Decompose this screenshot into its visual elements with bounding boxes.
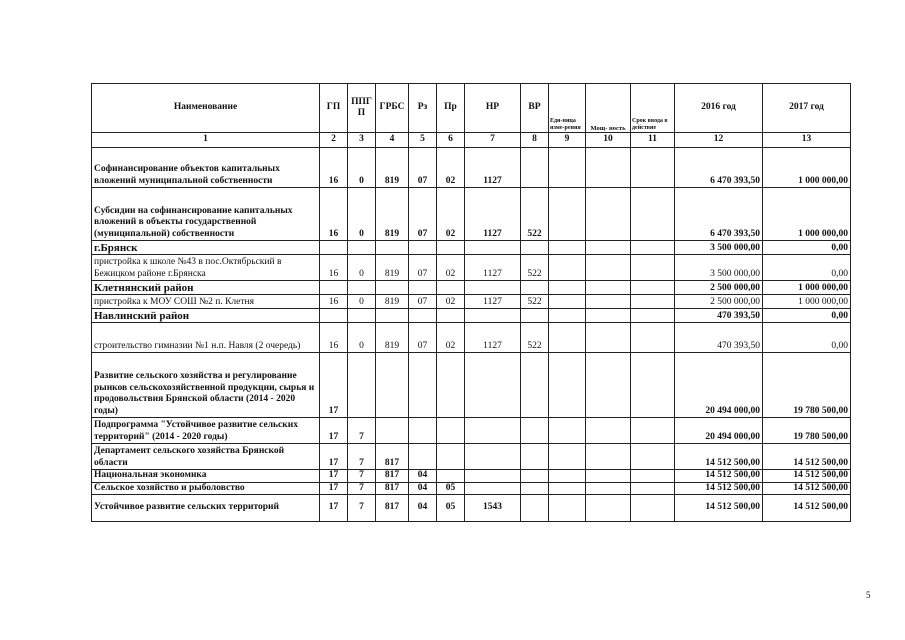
cell-grbs: 817: [376, 470, 409, 483]
row-name: Сельское хозяйство и рыболовство: [92, 482, 320, 495]
cell-vr: [521, 482, 549, 495]
cell-power: [586, 470, 631, 483]
cell-gp: 16: [320, 323, 348, 353]
header-name: Наименование: [92, 84, 320, 133]
cell-gp: 17: [320, 444, 348, 470]
header-gp: ГП: [320, 84, 348, 133]
cell-rz: 04: [409, 495, 437, 522]
cell-pr: 05: [437, 482, 465, 495]
cell-unit: [549, 482, 586, 495]
header-2017: 2017 год: [763, 84, 851, 133]
cell-nr: 1127: [465, 188, 521, 241]
cell-deadline: [631, 482, 675, 495]
row-name: Национальная экономика: [92, 470, 320, 483]
cell-unit: [549, 444, 586, 470]
page-number: 5: [866, 590, 871, 600]
cell-gp: 16: [320, 148, 348, 188]
cell-pr: 02: [437, 148, 465, 188]
cell-grbs: 819: [376, 188, 409, 241]
cell-ppgp: [348, 281, 376, 295]
cell-2017: 14 512 500,00: [763, 470, 851, 483]
cell-2016: 2 500 000,00: [675, 295, 763, 309]
cell-rz: [409, 418, 437, 444]
cell-rz: 04: [409, 482, 437, 495]
header-ppgp-bottom: П: [357, 108, 366, 118]
table-row: [92, 255, 851, 281]
cell-2016: 14 512 500,00: [675, 470, 763, 483]
cell-nr: [465, 353, 521, 418]
column-number: 9: [549, 133, 586, 148]
cell-2016: 20 494 000,00: [675, 418, 763, 444]
cell-ppgp: [348, 353, 376, 418]
header-row: [92, 84, 851, 133]
cell-nr: [465, 309, 521, 323]
header-pr: Пр: [437, 84, 465, 133]
cell-power: [586, 418, 631, 444]
cell-deadline: [631, 148, 675, 188]
cell-deadline: [631, 470, 675, 483]
cell-deadline: [631, 281, 675, 295]
cell-deadline: [631, 241, 675, 255]
cell-pr: 02: [437, 255, 465, 281]
cell-unit: [549, 353, 586, 418]
cell-rz: 04: [409, 470, 437, 483]
header-grbs: ГРБС: [376, 84, 409, 133]
cell-2016: 470 393,50: [675, 323, 763, 353]
cell-nr: [465, 241, 521, 255]
column-number: 4: [376, 133, 409, 148]
cell-grbs: [376, 309, 409, 323]
row-name: г.Брянск: [92, 241, 320, 255]
header-ppgp-top: ППГ: [351, 96, 372, 107]
cell-rz: [409, 241, 437, 255]
cell-pr: 02: [437, 188, 465, 241]
cell-ppgp: 0: [348, 148, 376, 188]
cell-2017: 1 000 000,00: [763, 188, 851, 241]
cell-gp: [320, 309, 348, 323]
cell-gp: 17: [320, 495, 348, 522]
cell-rz: [409, 281, 437, 295]
cell-2017: 0,00: [763, 255, 851, 281]
cell-grbs: [376, 418, 409, 444]
cell-deadline: [631, 444, 675, 470]
header-unit: Еди-ница изме-рения: [549, 84, 586, 133]
cell-rz: 07: [409, 188, 437, 241]
cell-grbs: 817: [376, 495, 409, 522]
cell-ppgp: 0: [348, 188, 376, 241]
cell-deadline: [631, 323, 675, 353]
cell-deadline: [631, 188, 675, 241]
cell-unit: [549, 418, 586, 444]
table-row: [92, 281, 851, 295]
cell-deadline: [631, 255, 675, 281]
header-ppgp: [348, 84, 376, 133]
cell-grbs: 817: [376, 482, 409, 495]
cell-2017: 14 512 500,00: [763, 495, 851, 522]
header-nr: НР: [465, 84, 521, 133]
cell-pr: [437, 353, 465, 418]
cell-power: [586, 148, 631, 188]
cell-power: [586, 495, 631, 522]
cell-power: [586, 241, 631, 255]
cell-2017: 14 512 500,00: [763, 444, 851, 470]
cell-gp: 16: [320, 188, 348, 241]
cell-nr: 1127: [465, 295, 521, 309]
cell-power: [586, 309, 631, 323]
cell-vr: [521, 353, 549, 418]
cell-rz: 07: [409, 323, 437, 353]
row-name: Субсидии на софинансирование капитальных вложений в объекты государственной (муниципальной) собственности: [92, 188, 320, 241]
cell-nr: [465, 470, 521, 483]
column-number: 2: [320, 133, 348, 148]
cell-2017: 19 780 500,00: [763, 418, 851, 444]
table-row: [92, 241, 851, 255]
cell-power: [586, 353, 631, 418]
cell-unit: [549, 281, 586, 295]
cell-pr: [437, 309, 465, 323]
table-row: [92, 444, 851, 470]
cell-nr: 1127: [465, 148, 521, 188]
cell-nr: 1127: [465, 323, 521, 353]
table-row: [92, 482, 851, 495]
cell-vr: [521, 418, 549, 444]
cell-pr: [437, 241, 465, 255]
cell-grbs: 819: [376, 295, 409, 309]
cell-vr: [521, 495, 549, 522]
cell-nr: 1127: [465, 255, 521, 281]
cell-gp: 17: [320, 353, 348, 418]
table-row: [92, 148, 851, 188]
cell-rz: [409, 309, 437, 323]
cell-2016: 20 494 000,00: [675, 353, 763, 418]
cell-unit: [549, 309, 586, 323]
cell-pr: 02: [437, 323, 465, 353]
cell-2016: 3 500 000,00: [675, 255, 763, 281]
row-name: Развитие сельского хозяйства и регулирование рынков сельскохозяйственной продукции, сырья и продовольствия Брянской области (2014 - 2020 годы): [92, 353, 320, 418]
cell-2017: 1 000 000,00: [763, 148, 851, 188]
cell-vr: 522: [521, 323, 549, 353]
row-name: Департамент сельского хозяйства Брянской области: [92, 444, 320, 470]
cell-pr: [437, 418, 465, 444]
cell-2017: 1 000 000,00: [763, 281, 851, 295]
cell-deadline: [631, 309, 675, 323]
cell-gp: 17: [320, 470, 348, 483]
row-name: Клетнянский район: [92, 281, 320, 295]
row-name: пристройка к школе №43 в пос.Октябрьский в Бежицком районе г.Брянска: [92, 255, 320, 281]
table-row: [92, 353, 851, 418]
column-number: 6: [437, 133, 465, 148]
cell-ppgp: 7: [348, 418, 376, 444]
cell-grbs: 819: [376, 255, 409, 281]
table-row: [92, 295, 851, 309]
header-rz: Рз: [409, 84, 437, 133]
cell-unit: [549, 255, 586, 281]
cell-ppgp: [348, 241, 376, 255]
cell-rz: 07: [409, 148, 437, 188]
column-number: 7: [465, 133, 521, 148]
cell-gp: [320, 241, 348, 255]
cell-rz: 07: [409, 255, 437, 281]
cell-2016: 14 512 500,00: [675, 495, 763, 522]
cell-2017: 14 512 500,00: [763, 482, 851, 495]
cell-rz: [409, 444, 437, 470]
table-row: [92, 495, 851, 522]
header-vr: ВР: [521, 84, 549, 133]
cell-gp: 16: [320, 255, 348, 281]
table-row: [92, 309, 851, 323]
cell-power: [586, 188, 631, 241]
column-number: 1: [92, 133, 320, 148]
cell-2017: 19 780 500,00: [763, 353, 851, 418]
cell-2016: 3 500 000,00: [675, 241, 763, 255]
cell-vr: [521, 444, 549, 470]
cell-unit: [549, 495, 586, 522]
cell-grbs: 817: [376, 444, 409, 470]
column-number: 8: [521, 133, 549, 148]
row-name: Софинансирование объектов капитальных вложений муниципальной собственности: [92, 148, 320, 188]
cell-unit: [549, 295, 586, 309]
row-name: пристройка к МОУ СОШ №2 п. Клетня: [92, 295, 320, 309]
column-number: 10: [586, 133, 631, 148]
cell-2016: 6 470 393,50: [675, 148, 763, 188]
cell-vr: [521, 281, 549, 295]
cell-nr: [465, 444, 521, 470]
row-name: Подпрограмма "Устойчивое развитие сельских территорий" (2014 - 2020 годы): [92, 418, 320, 444]
cell-2016: 470 393,50: [675, 309, 763, 323]
cell-pr: [437, 444, 465, 470]
cell-ppgp: [348, 309, 376, 323]
cell-deadline: [631, 495, 675, 522]
cell-vr: [521, 241, 549, 255]
cell-unit: [549, 188, 586, 241]
row-name: Устойчивое развитие сельских территорий: [92, 495, 320, 522]
cell-grbs: [376, 281, 409, 295]
cell-vr: 522: [521, 188, 549, 241]
header-deadline: Срок ввода в действие: [631, 84, 675, 133]
column-number: 11: [631, 133, 675, 148]
cell-2017: 0,00: [763, 309, 851, 323]
cell-nr: 1543: [465, 495, 521, 522]
cell-2017: 0,00: [763, 323, 851, 353]
cell-unit: [549, 241, 586, 255]
header-2016: 2016 год: [675, 84, 763, 133]
cell-ppgp: 0: [348, 323, 376, 353]
cell-nr: [465, 281, 521, 295]
cell-power: [586, 281, 631, 295]
cell-vr: [521, 309, 549, 323]
cell-vr: 522: [521, 255, 549, 281]
cell-power: [586, 323, 631, 353]
cell-ppgp: 0: [348, 295, 376, 309]
table-row: [92, 418, 851, 444]
cell-ppgp: 7: [348, 495, 376, 522]
cell-power: [586, 482, 631, 495]
cell-pr: 05: [437, 495, 465, 522]
table-row: [92, 323, 851, 353]
cell-unit: [549, 323, 586, 353]
cell-2017: 0,00: [763, 241, 851, 255]
budget-table: [91, 83, 851, 522]
cell-pr: [437, 281, 465, 295]
cell-2016: 14 512 500,00: [675, 444, 763, 470]
cell-grbs: 819: [376, 148, 409, 188]
column-number: 5: [409, 133, 437, 148]
cell-grbs: 819: [376, 323, 409, 353]
table-row: [92, 470, 851, 483]
cell-power: [586, 255, 631, 281]
cell-pr: [437, 470, 465, 483]
cell-power: [586, 295, 631, 309]
cell-rz: [409, 353, 437, 418]
cell-gp: 17: [320, 418, 348, 444]
table-row: [92, 188, 851, 241]
cell-ppgp: 7: [348, 470, 376, 483]
cell-unit: [549, 148, 586, 188]
cell-unit: [549, 470, 586, 483]
cell-nr: [465, 482, 521, 495]
cell-gp: 17: [320, 482, 348, 495]
header-power: Мощ- ность: [586, 84, 631, 133]
row-name: строительство гимназии №1 н.п. Навля (2 очередь): [92, 323, 320, 353]
cell-ppgp: 0: [348, 255, 376, 281]
column-number: 3: [348, 133, 376, 148]
cell-2017: 1 000 000,00: [763, 295, 851, 309]
cell-gp: 16: [320, 295, 348, 309]
column-number: 13: [763, 133, 851, 148]
column-number-row: [92, 133, 851, 148]
cell-power: [586, 444, 631, 470]
row-name: Навлинский район: [92, 309, 320, 323]
cell-2016: 6 470 393,50: [675, 188, 763, 241]
column-number: 12: [675, 133, 763, 148]
cell-grbs: [376, 241, 409, 255]
cell-gp: [320, 281, 348, 295]
cell-ppgp: 7: [348, 444, 376, 470]
cell-vr: [521, 148, 549, 188]
cell-nr: [465, 418, 521, 444]
cell-deadline: [631, 295, 675, 309]
cell-deadline: [631, 418, 675, 444]
cell-rz: 07: [409, 295, 437, 309]
cell-vr: [521, 470, 549, 483]
cell-grbs: [376, 353, 409, 418]
cell-pr: 02: [437, 295, 465, 309]
cell-vr: 522: [521, 295, 549, 309]
cell-2016: 14 512 500,00: [675, 482, 763, 495]
cell-2016: 2 500 000,00: [675, 281, 763, 295]
cell-deadline: [631, 353, 675, 418]
cell-ppgp: 7: [348, 482, 376, 495]
